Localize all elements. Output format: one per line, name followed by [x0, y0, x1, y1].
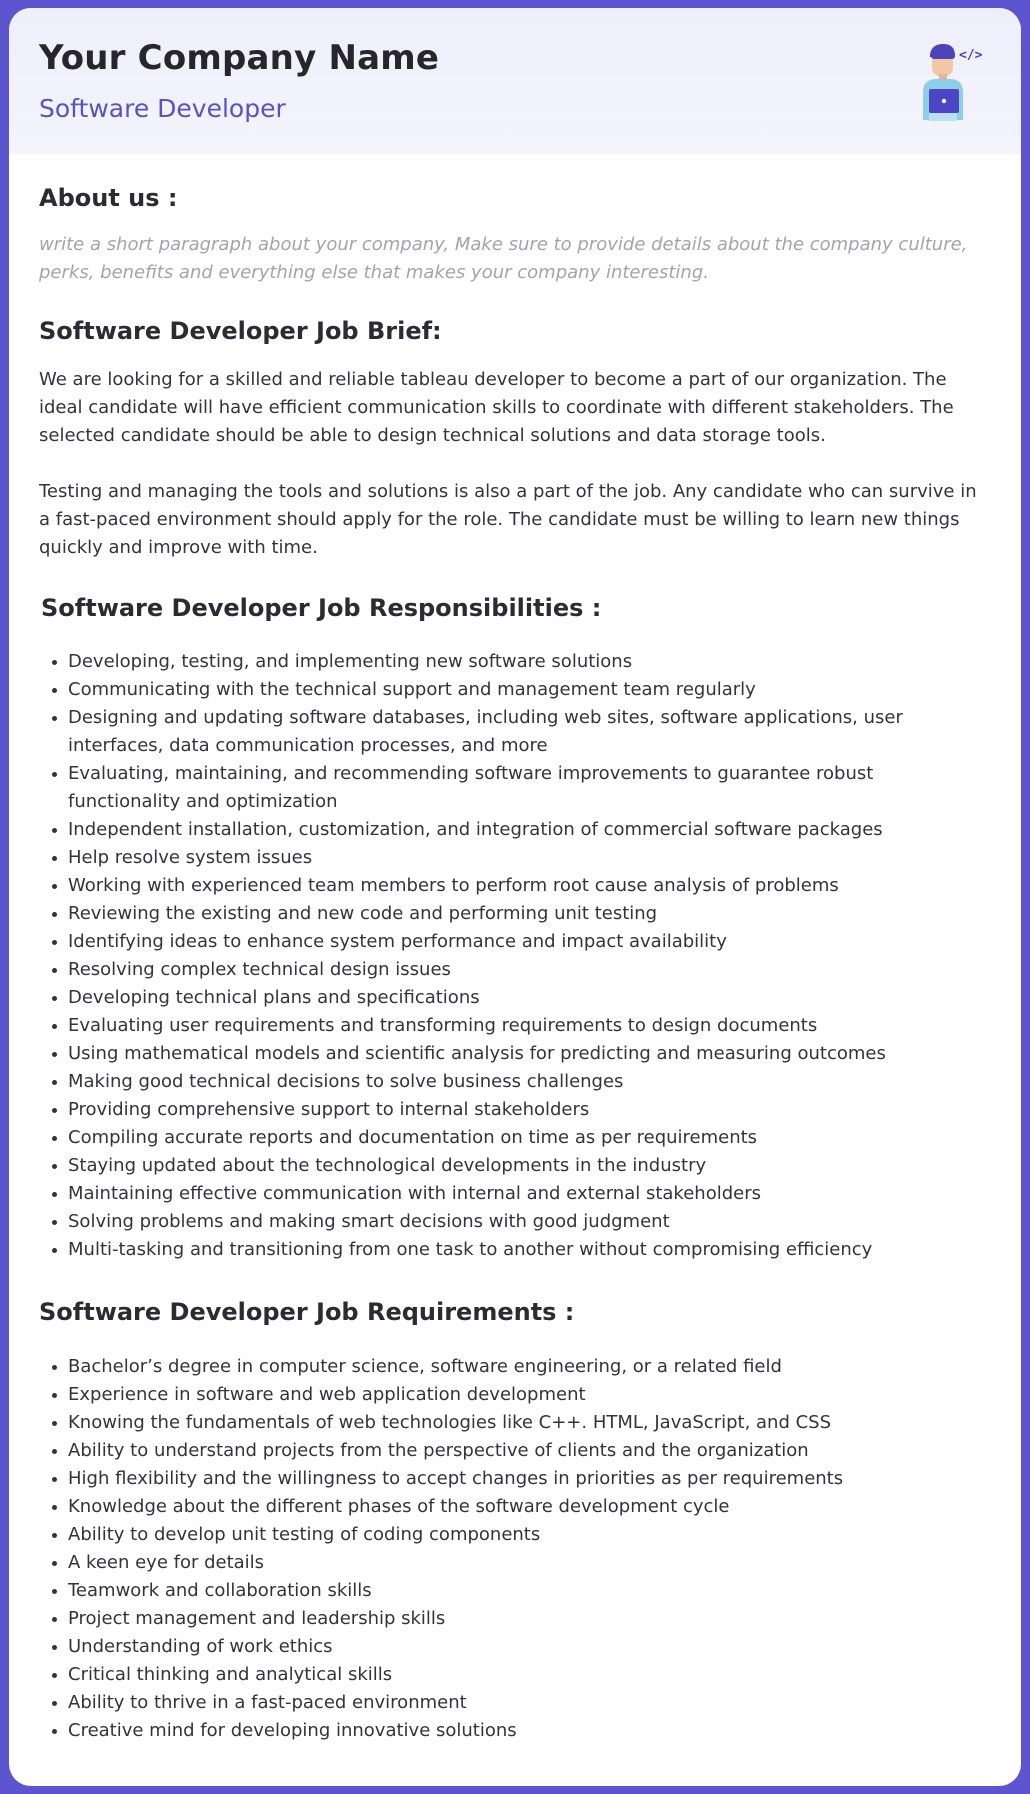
- list-item: • High flexibility and the willingness to accept changes in priorities as per requirements: [68, 1465, 991, 1493]
- list-item: • Help resolve system issues: [68, 844, 991, 872]
- list-item: • Communicating with the technical support and management team regularly: [68, 676, 991, 704]
- list-item: • Teamwork and collaboration skills: [68, 1577, 991, 1605]
- responsibilities-list: [39, 648, 991, 1264]
- content: [9, 154, 1021, 1745]
- list-item: • Multi-tasking and transitioning from one task to another without compromising efficiency: [68, 1236, 991, 1264]
- list-item: • Developing technical plans and specifications: [68, 984, 991, 1012]
- brief-paragraph: We are looking for a skilled and reliable tableau developer to become a part of our organization. The ideal candidate will have efficient communication skills to coordinate with different stakeholders. The selected candidate should be able to design technical solutions and data storage tools.: [39, 369, 954, 446]
- list-item: • Creative mind for developing innovative solutions: [68, 1717, 991, 1745]
- list-item: • Evaluating, maintaining, and recommending software improvements to guarantee robust functionality and optimization: [68, 760, 991, 816]
- header: [9, 8, 1021, 154]
- list-item: • Bachelor’s degree in computer science, software engineering, or a related field: [68, 1353, 991, 1381]
- responsibilities-heading: Software Developer Job Responsibilities :: [41, 594, 602, 622]
- about-heading: About us :: [39, 184, 178, 212]
- requirements-heading: Software Developer Job Requirements :: [39, 1298, 575, 1326]
- list-item: • Making good technical decisions to solve business challenges: [68, 1068, 991, 1096]
- list-item: • Evaluating user requirements and transforming requirements to design documents: [68, 1012, 991, 1040]
- list-item: • Knowledge about the different phases of the software development cycle: [68, 1493, 991, 1521]
- list-item: • Staying updated about the technological developments in the industry: [68, 1152, 991, 1180]
- company-name: Your Company Name: [39, 38, 440, 78]
- list-item: • Experience in software and web application development: [68, 1381, 991, 1409]
- about-text: write a short paragraph about your company, Make sure to provide details about the company culture, perks, benefits and everything else that makes your company interesting.: [39, 234, 968, 283]
- code-icon: </>: [959, 48, 983, 63]
- list-item: • Working with experienced team members to perform root cause analysis of problems: [68, 872, 991, 900]
- job-title: Software Developer: [39, 94, 286, 123]
- requirements-list: [39, 1353, 991, 1745]
- list-item: • Ability to understand projects from the perspective of clients and the organization: [68, 1437, 991, 1465]
- list-item: • Solving problems and making smart decisions with good judgment: [68, 1208, 991, 1236]
- list-item: • Providing comprehensive support to internal stakeholders: [68, 1096, 991, 1124]
- list-item: • Compiling accurate reports and documentation on time as per requirements: [68, 1124, 991, 1152]
- list-item: • Project management and leadership skills: [68, 1605, 991, 1633]
- brief-heading: Software Developer Job Brief:: [39, 317, 442, 345]
- list-item: • Understanding of work ethics: [68, 1633, 991, 1661]
- list-item: • Critical thinking and analytical skills: [68, 1661, 991, 1689]
- list-item: • A keen eye for details: [68, 1549, 991, 1577]
- brief-paragraph: Testing and managing the tools and solutions is also a part of the job. Any candidate who can survive in a fast-paced environment should apply for the role. The candidate must be willing to learn new things quickly and improve with time.: [39, 481, 977, 558]
- developer-avatar-icon: [923, 40, 995, 124]
- list-item: • Independent installation, customization, and integration of commercial software packages: [68, 816, 991, 844]
- list-item: • Developing, testing, and implementing new software solutions: [68, 648, 991, 676]
- list-item: • Resolving complex technical design issues: [68, 956, 991, 984]
- list-item: • Reviewing the existing and new code and performing unit testing: [68, 900, 991, 928]
- list-item: • Using mathematical models and scientific analysis for predicting and measuring outcomes: [68, 1040, 991, 1068]
- list-item: • Knowing the fundamentals of web technologies like C++. HTML, JavaScript, and CSS: [68, 1409, 991, 1437]
- list-item: • Ability to develop unit testing of coding components: [68, 1521, 991, 1549]
- list-item: • Maintaining effective communication with internal and external stakeholders: [68, 1180, 991, 1208]
- job-description-card: [9, 8, 1021, 1786]
- list-item: • Ability to thrive in a fast-paced environment: [68, 1689, 991, 1717]
- list-item: • Identifying ideas to enhance system performance and impact availability: [68, 928, 991, 956]
- list-item: • Designing and updating software databases, including web sites, software applications, user interfaces, data communication processes, and more: [68, 704, 991, 760]
